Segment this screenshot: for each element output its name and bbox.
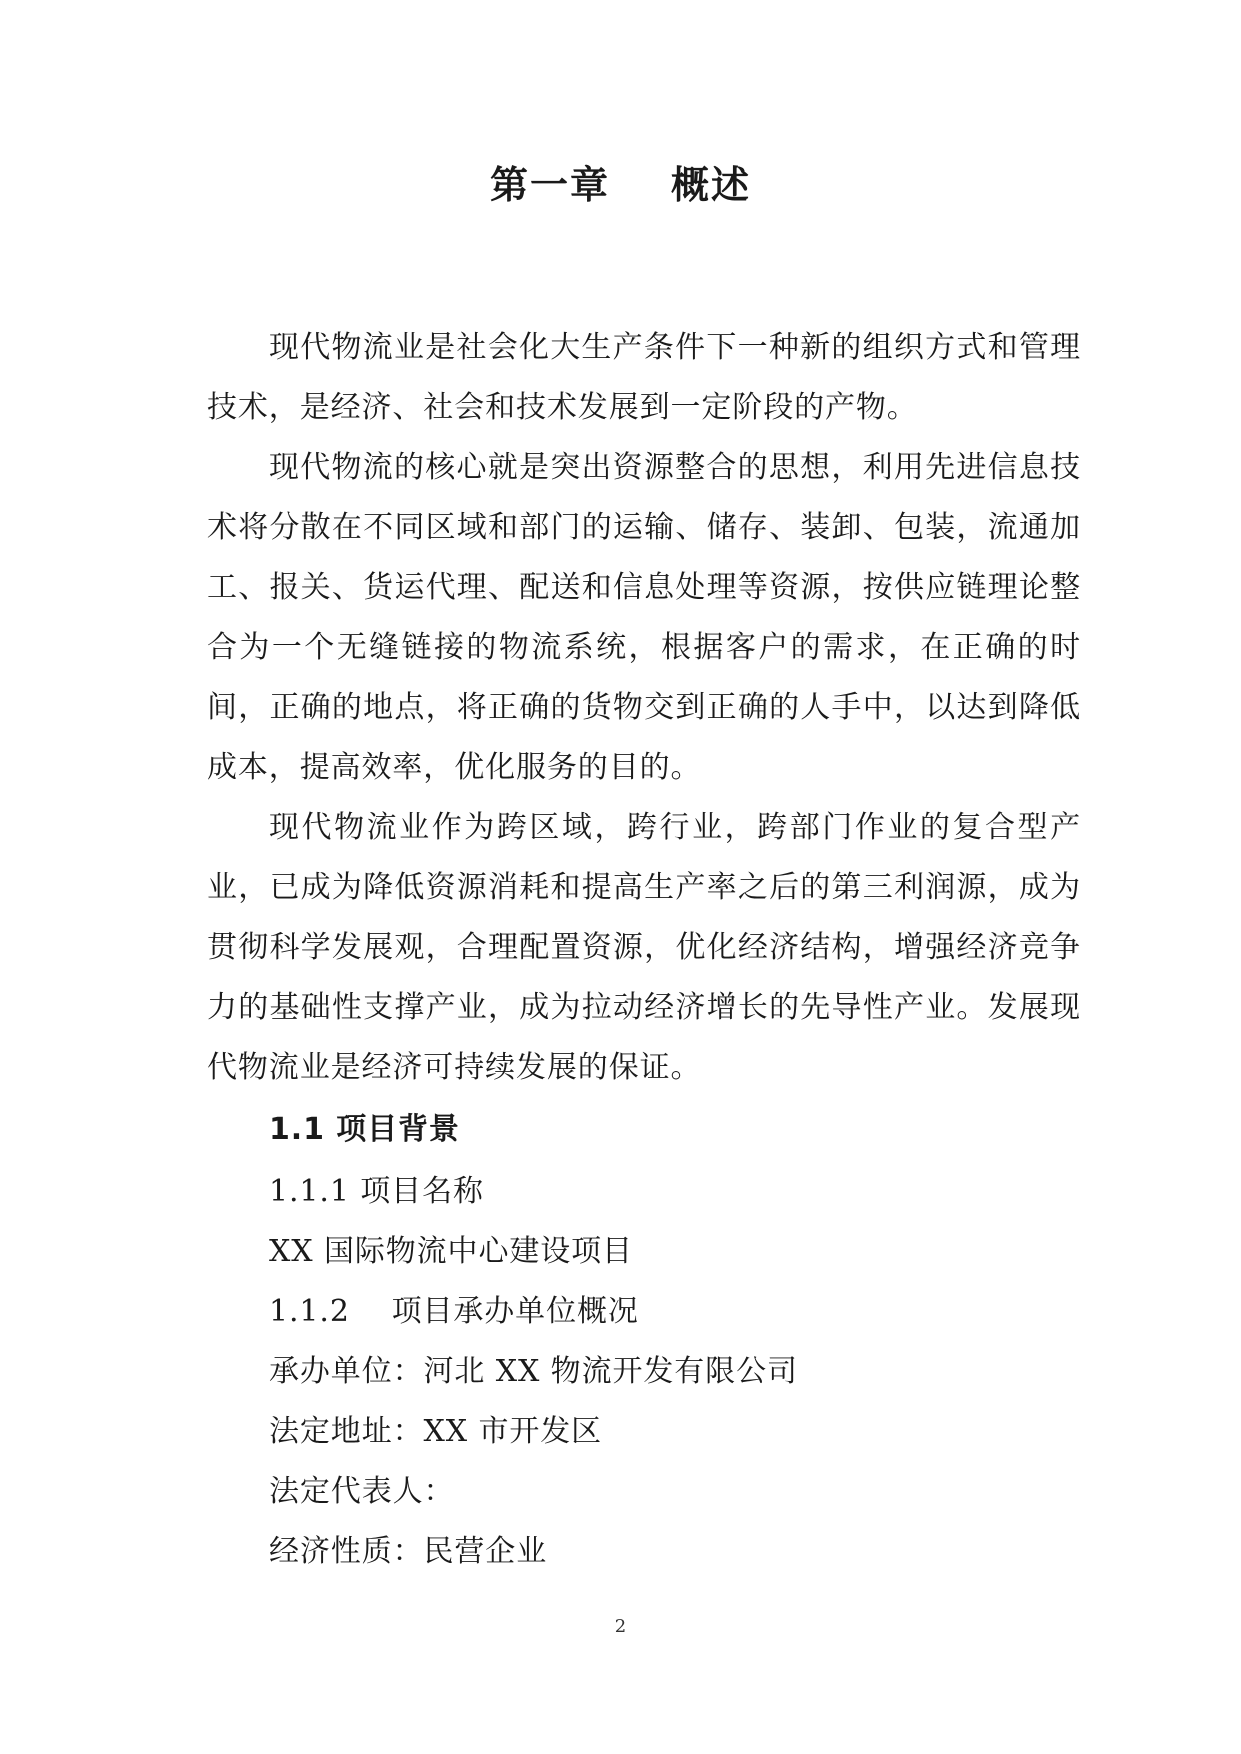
legal-address-line: 法定地址：XX 市开发区 [269, 1414, 603, 1449]
organizer-line: 承办单位：河北 XX 物流开发有限公司 [269, 1354, 798, 1389]
page-number: 2 [614, 1616, 627, 1637]
legal-representative-line: 法定代表人： [269, 1474, 455, 1509]
section-heading-project-background: 1.1 项目背景 [269, 1112, 460, 1147]
paragraph-core: 现代物流的核心就是突出资源整合的思想，利用先进信息技术将分散在不同区域和部门的运输、储存、装卸、包装，流通加工、报关、货运代理、配送和信息处理等资源，按供应链理论整合为一个无缝链接的物流系统，根据客户的需求，在正确的时间，正确的地点，将正确的货物交到正确的人手中，以达到降低成本，提高效率，优化服务的目的。 [207, 450, 1081, 785]
subsection-heading-organizer-overview: 1.1.2 项目承办单位概况 [269, 1294, 639, 1329]
paragraph-intro: 现代物流业是社会化大生产条件下一种新的组织方式和管理技术，是经济、社会和技术发展到一定阶段的产物。 [207, 330, 1081, 425]
chapter-title: 第一章 概述 [490, 163, 751, 207]
economic-nature-line: 经济性质：民营企业 [269, 1534, 548, 1569]
paragraph-industry: 现代物流业作为跨区域，跨行业，跨部门作业的复合型产业，已成为降低资源消耗和提高生产率之后的第三利润源，成为贯彻科学发展观，合理配置资源，优化经济结构，增强经济竞争力的基础性支撑产业，成为拉动经济增长的先导性产业。发展现代物流业是经济可持续发展的保证。 [207, 810, 1081, 1085]
subsection-heading-project-name: 1.1.1 项目名称 [269, 1174, 484, 1209]
chapter-body [207, 318, 1081, 1582]
project-name-value: XX 国际物流中心建设项目 [269, 1234, 633, 1269]
